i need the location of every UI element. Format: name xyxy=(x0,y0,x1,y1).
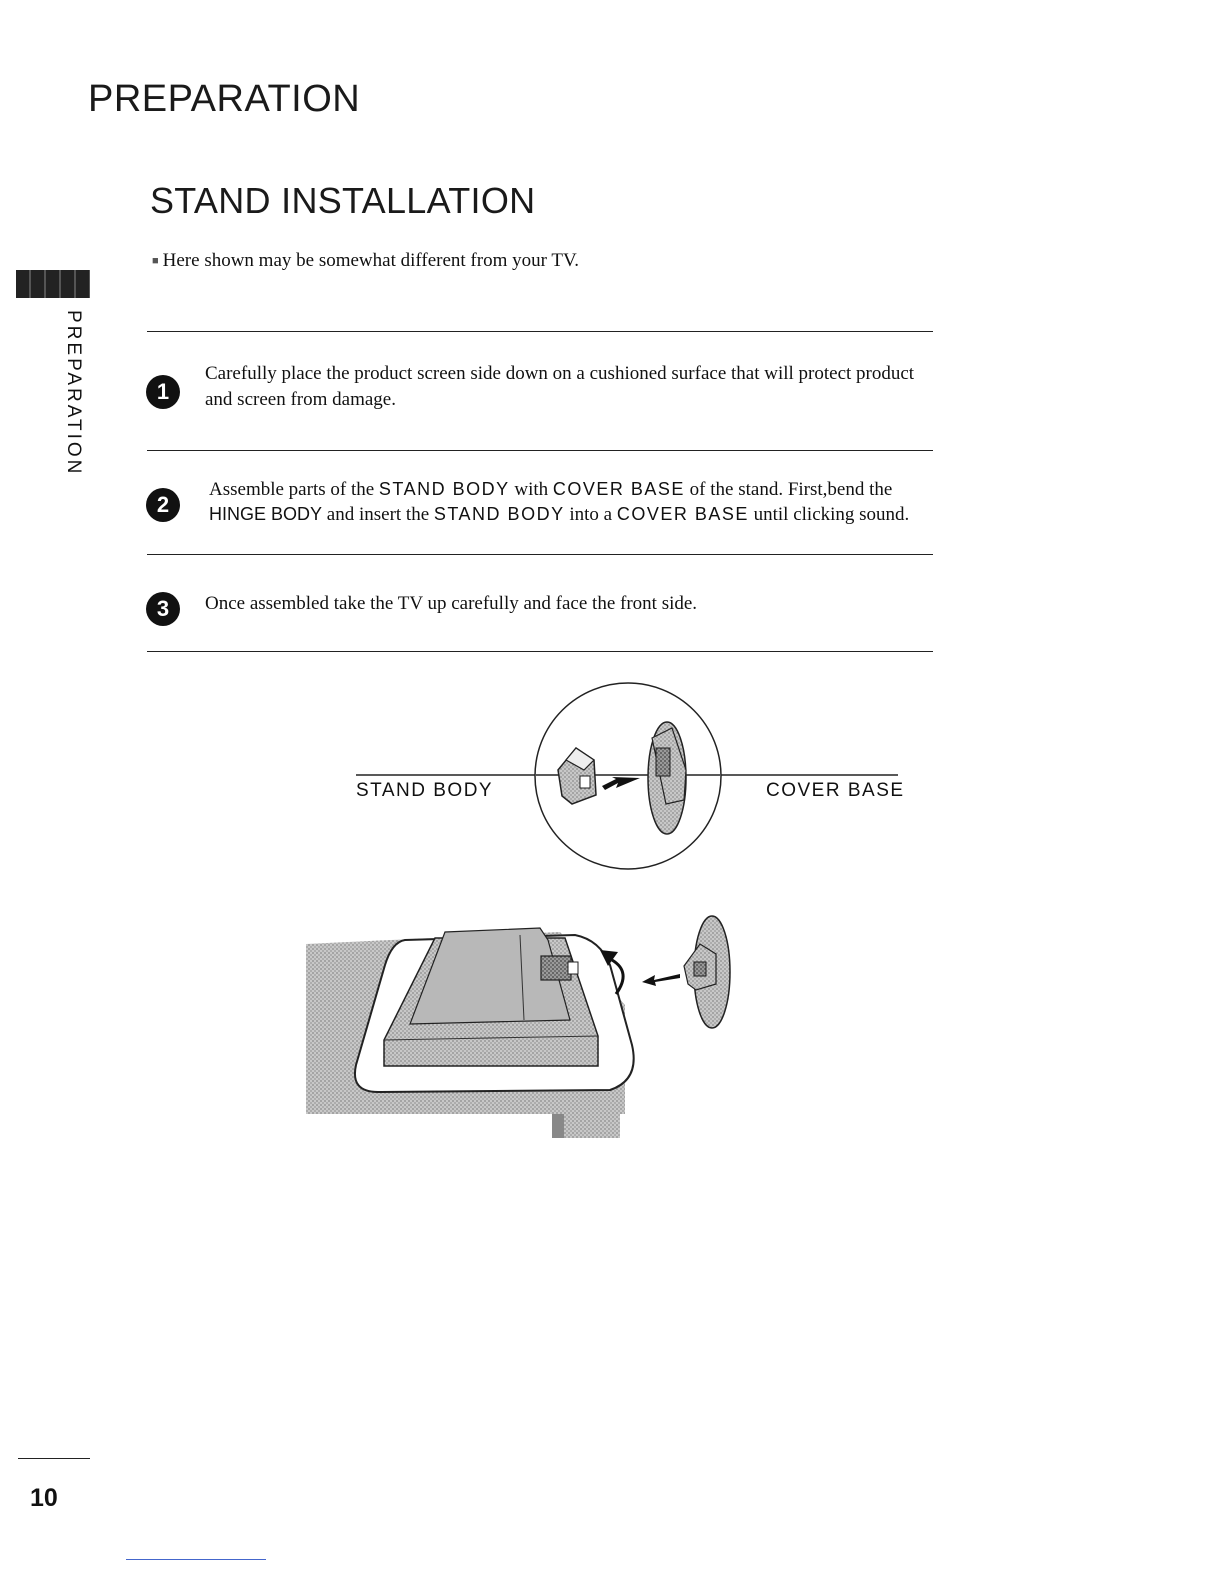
step-2-text xyxy=(209,477,944,527)
step-1-number: 1 xyxy=(146,375,180,409)
footer-divider xyxy=(18,1458,90,1459)
note-text: Here shown may be somewhat different from your TV. xyxy=(162,250,579,271)
insert-arrow-icon xyxy=(602,777,640,790)
stand-body-label: STAND BODY xyxy=(356,780,494,801)
stand-body-part xyxy=(558,748,596,804)
detail-circle xyxy=(535,683,721,869)
section-title: STAND INSTALLATION xyxy=(150,180,536,221)
divider xyxy=(147,331,933,332)
step-2-text-part: until clicking sound. xyxy=(748,504,910,525)
step-2-text-part: with xyxy=(509,479,553,500)
sidebar-label: PREPARATION xyxy=(63,310,84,477)
bullet-icon: ■ xyxy=(152,255,159,267)
page-number: 10 xyxy=(30,1484,58,1512)
step-2-number: 2 xyxy=(146,488,180,522)
assembled-stand-part xyxy=(684,916,730,1028)
step-2-text-part: Assemble parts of the xyxy=(209,479,379,500)
step-2-text-part: into a xyxy=(564,504,617,525)
insert-arrow-icon xyxy=(642,974,680,986)
page-title: PREPARATION xyxy=(88,78,361,120)
keyword-cover-base: COVER BASE xyxy=(552,479,685,499)
rotate-arrow-icon xyxy=(612,960,623,994)
keyword-stand-body: STAND BODY xyxy=(378,479,510,499)
tv-back xyxy=(384,928,598,1066)
cover-base-part xyxy=(648,722,686,834)
divider xyxy=(147,450,933,451)
keyword-cover-base: COVER BASE xyxy=(616,504,749,524)
keyword-stand-body: STAND BODY xyxy=(433,504,565,524)
step-3-number: 3 xyxy=(146,592,180,626)
divider xyxy=(147,554,933,555)
cover-base-label: COVER BASE xyxy=(766,780,905,801)
bottom-link-underline xyxy=(126,1559,266,1560)
sidebar-tab-marker xyxy=(16,270,90,298)
step-2-text-part: of the stand. First,bend the xyxy=(684,479,893,500)
divider xyxy=(147,651,933,652)
note xyxy=(152,250,579,272)
table-surface xyxy=(306,932,625,1138)
step-2-text-part: and insert the xyxy=(322,504,434,525)
keyword-hinge-body: HINGE BODY xyxy=(209,504,323,524)
cushion xyxy=(355,935,634,1092)
step-1-text: Carefully place the product screen side down on a cushioned surface that will protect product and screen from damage. xyxy=(205,363,915,410)
step-3-text: Once assembled take the TV up carefully and face the front side. xyxy=(205,593,698,614)
